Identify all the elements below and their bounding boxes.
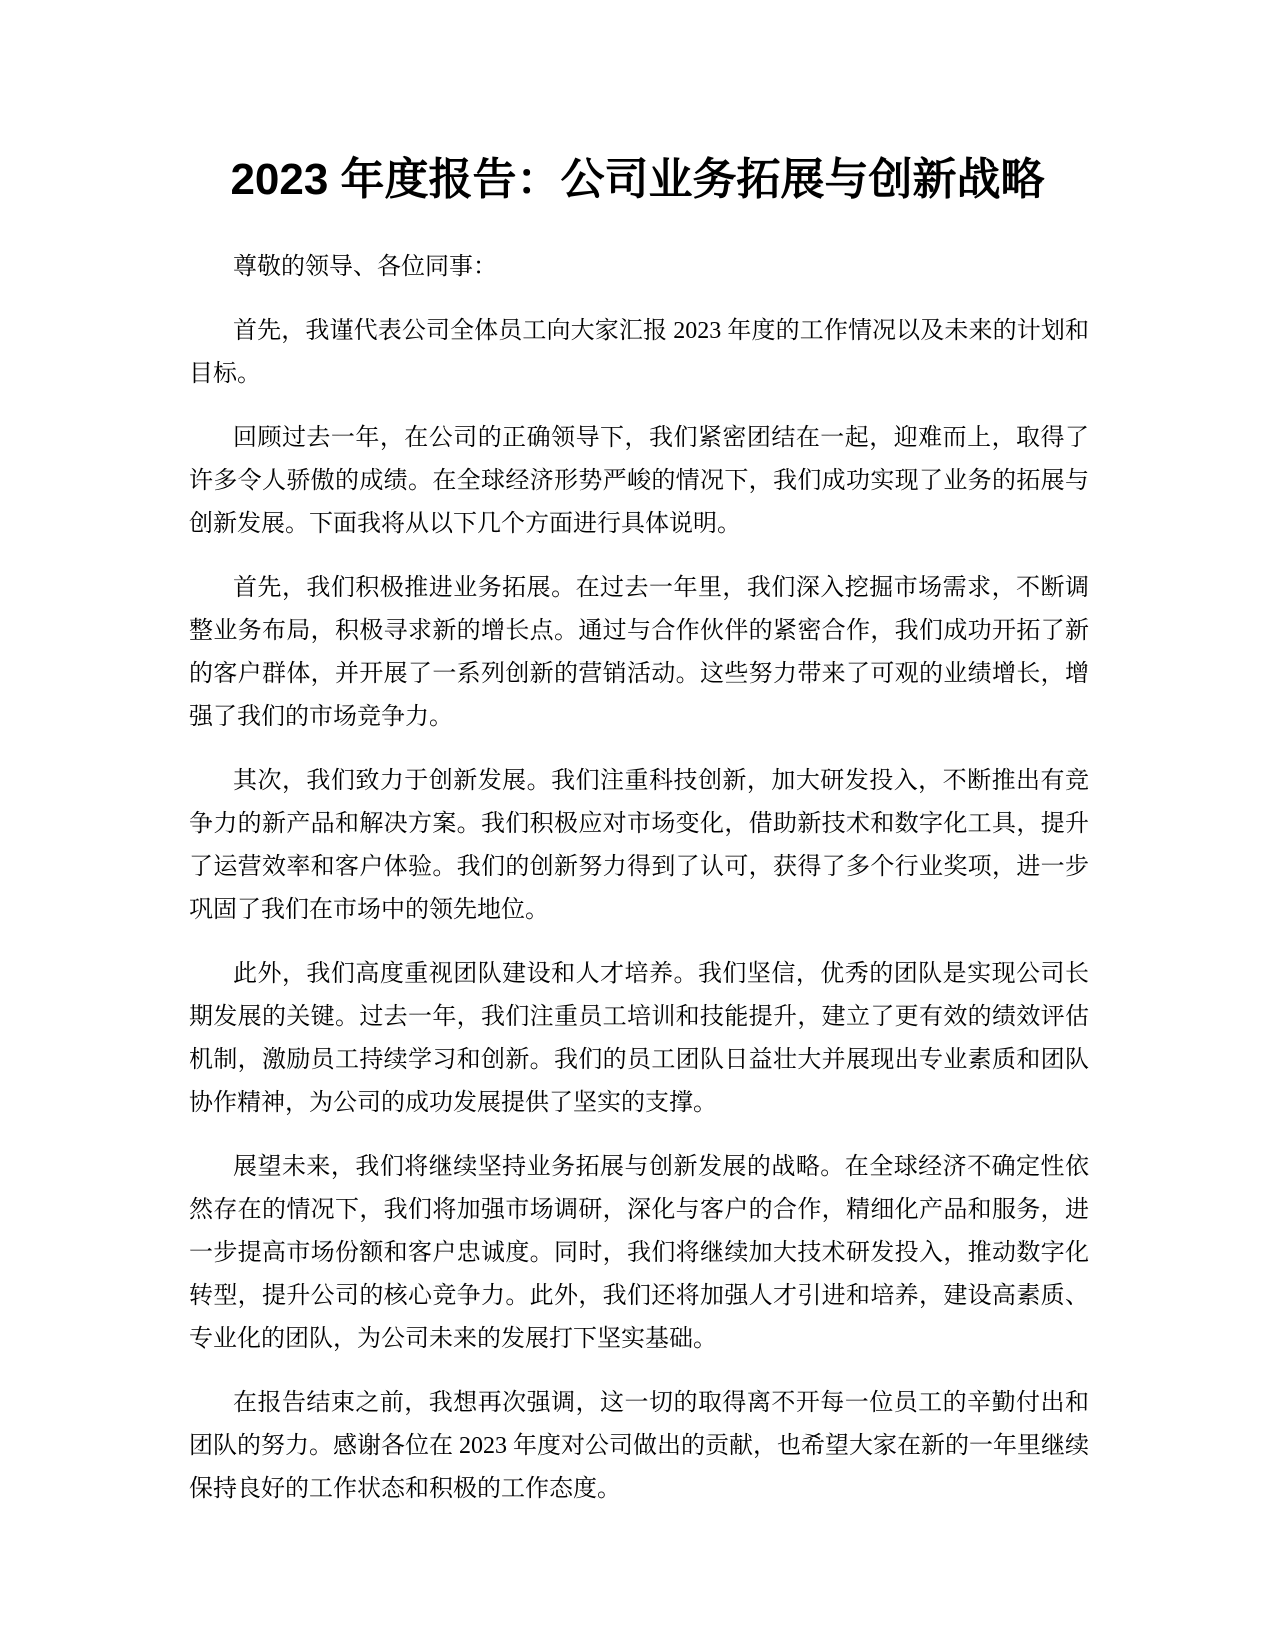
document-body bbox=[189, 246, 1089, 1532]
paragraph-closing: 在报告结束之前，我想再次强调，这一切的取得离不开每一位员工的辛勤付出和团队的努力。感谢各位在 2023 年度对公司做出的贡献，也希望大家在新的一年里继续保持良好的工作状态和积极的工作态度。 bbox=[189, 1390, 1089, 1502]
paragraph-team-building: 此外，我们高度重视团队建设和人才培养。我们坚信，优秀的团队是实现公司长期发展的关键。过去一年，我们注重员工培训和技能提升，建立了更有效的绩效评估机制，激励员工持续学习和创新。我们的员工团队日益壮大并展现出专业素质和团队协作精神，为公司的成功发展提供了坚实的支撑。 bbox=[189, 961, 1089, 1116]
paragraph-innovation: 其次，我们致力于创新发展。我们注重科技创新，加大研发投入，不断推出有竞争力的新产品和解决方案。我们积极应对市场变化，借助新技术和数字化工具，提升了运营效率和客户体验。我们的创新努力得到了认可，获得了多个行业奖项，进一步巩固了我们在市场中的领先地位。 bbox=[189, 768, 1089, 923]
paragraph-business-expansion: 首先，我们积极推进业务拓展。在过去一年里，我们深入挖掘市场需求，不断调整业务布局，积极寻求新的增长点。通过与合作伙伴的紧密合作，我们成功开拓了新的客户群体，并开展了一系列创新的营销活动。这些努力带来了可观的业绩增长，增强了我们的市场竞争力。 bbox=[189, 575, 1089, 730]
paragraph-outlook: 展望未来，我们将继续坚持业务拓展与创新发展的战略。在全球经济不确定性依然存在的情况下，我们将加强市场调研，深化与客户的合作，精细化产品和服务，进一步提高市场份额和客户忠诚度。同时，我们将继续加大技术研发投入，推动数字化转型，提升公司的核心竞争力。此外，我们还将加强人才引进和培养，建设高素质、专业化的团队，为公司未来的发展打下坚实基础。 bbox=[189, 1154, 1089, 1352]
paragraph-review: 回顾过去一年，在公司的正确领导下，我们紧密团结在一起，迎难而上，取得了许多令人骄傲的成绩。在全球经济形势严峻的情况下，我们成功实现了业务的拓展与创新发展。下面我将从以下几个方面进行具体说明。 bbox=[189, 425, 1089, 537]
paragraph-salutation: 尊敬的领导、各位同事： bbox=[233, 254, 497, 280]
document-title: 2023 年度报告：公司业务拓展与创新战略 bbox=[230, 155, 1045, 204]
paragraph-intro: 首先，我谨代表公司全体员工向大家汇报 2023 年度的工作情况以及未来的计划和目标。 bbox=[189, 318, 1089, 387]
